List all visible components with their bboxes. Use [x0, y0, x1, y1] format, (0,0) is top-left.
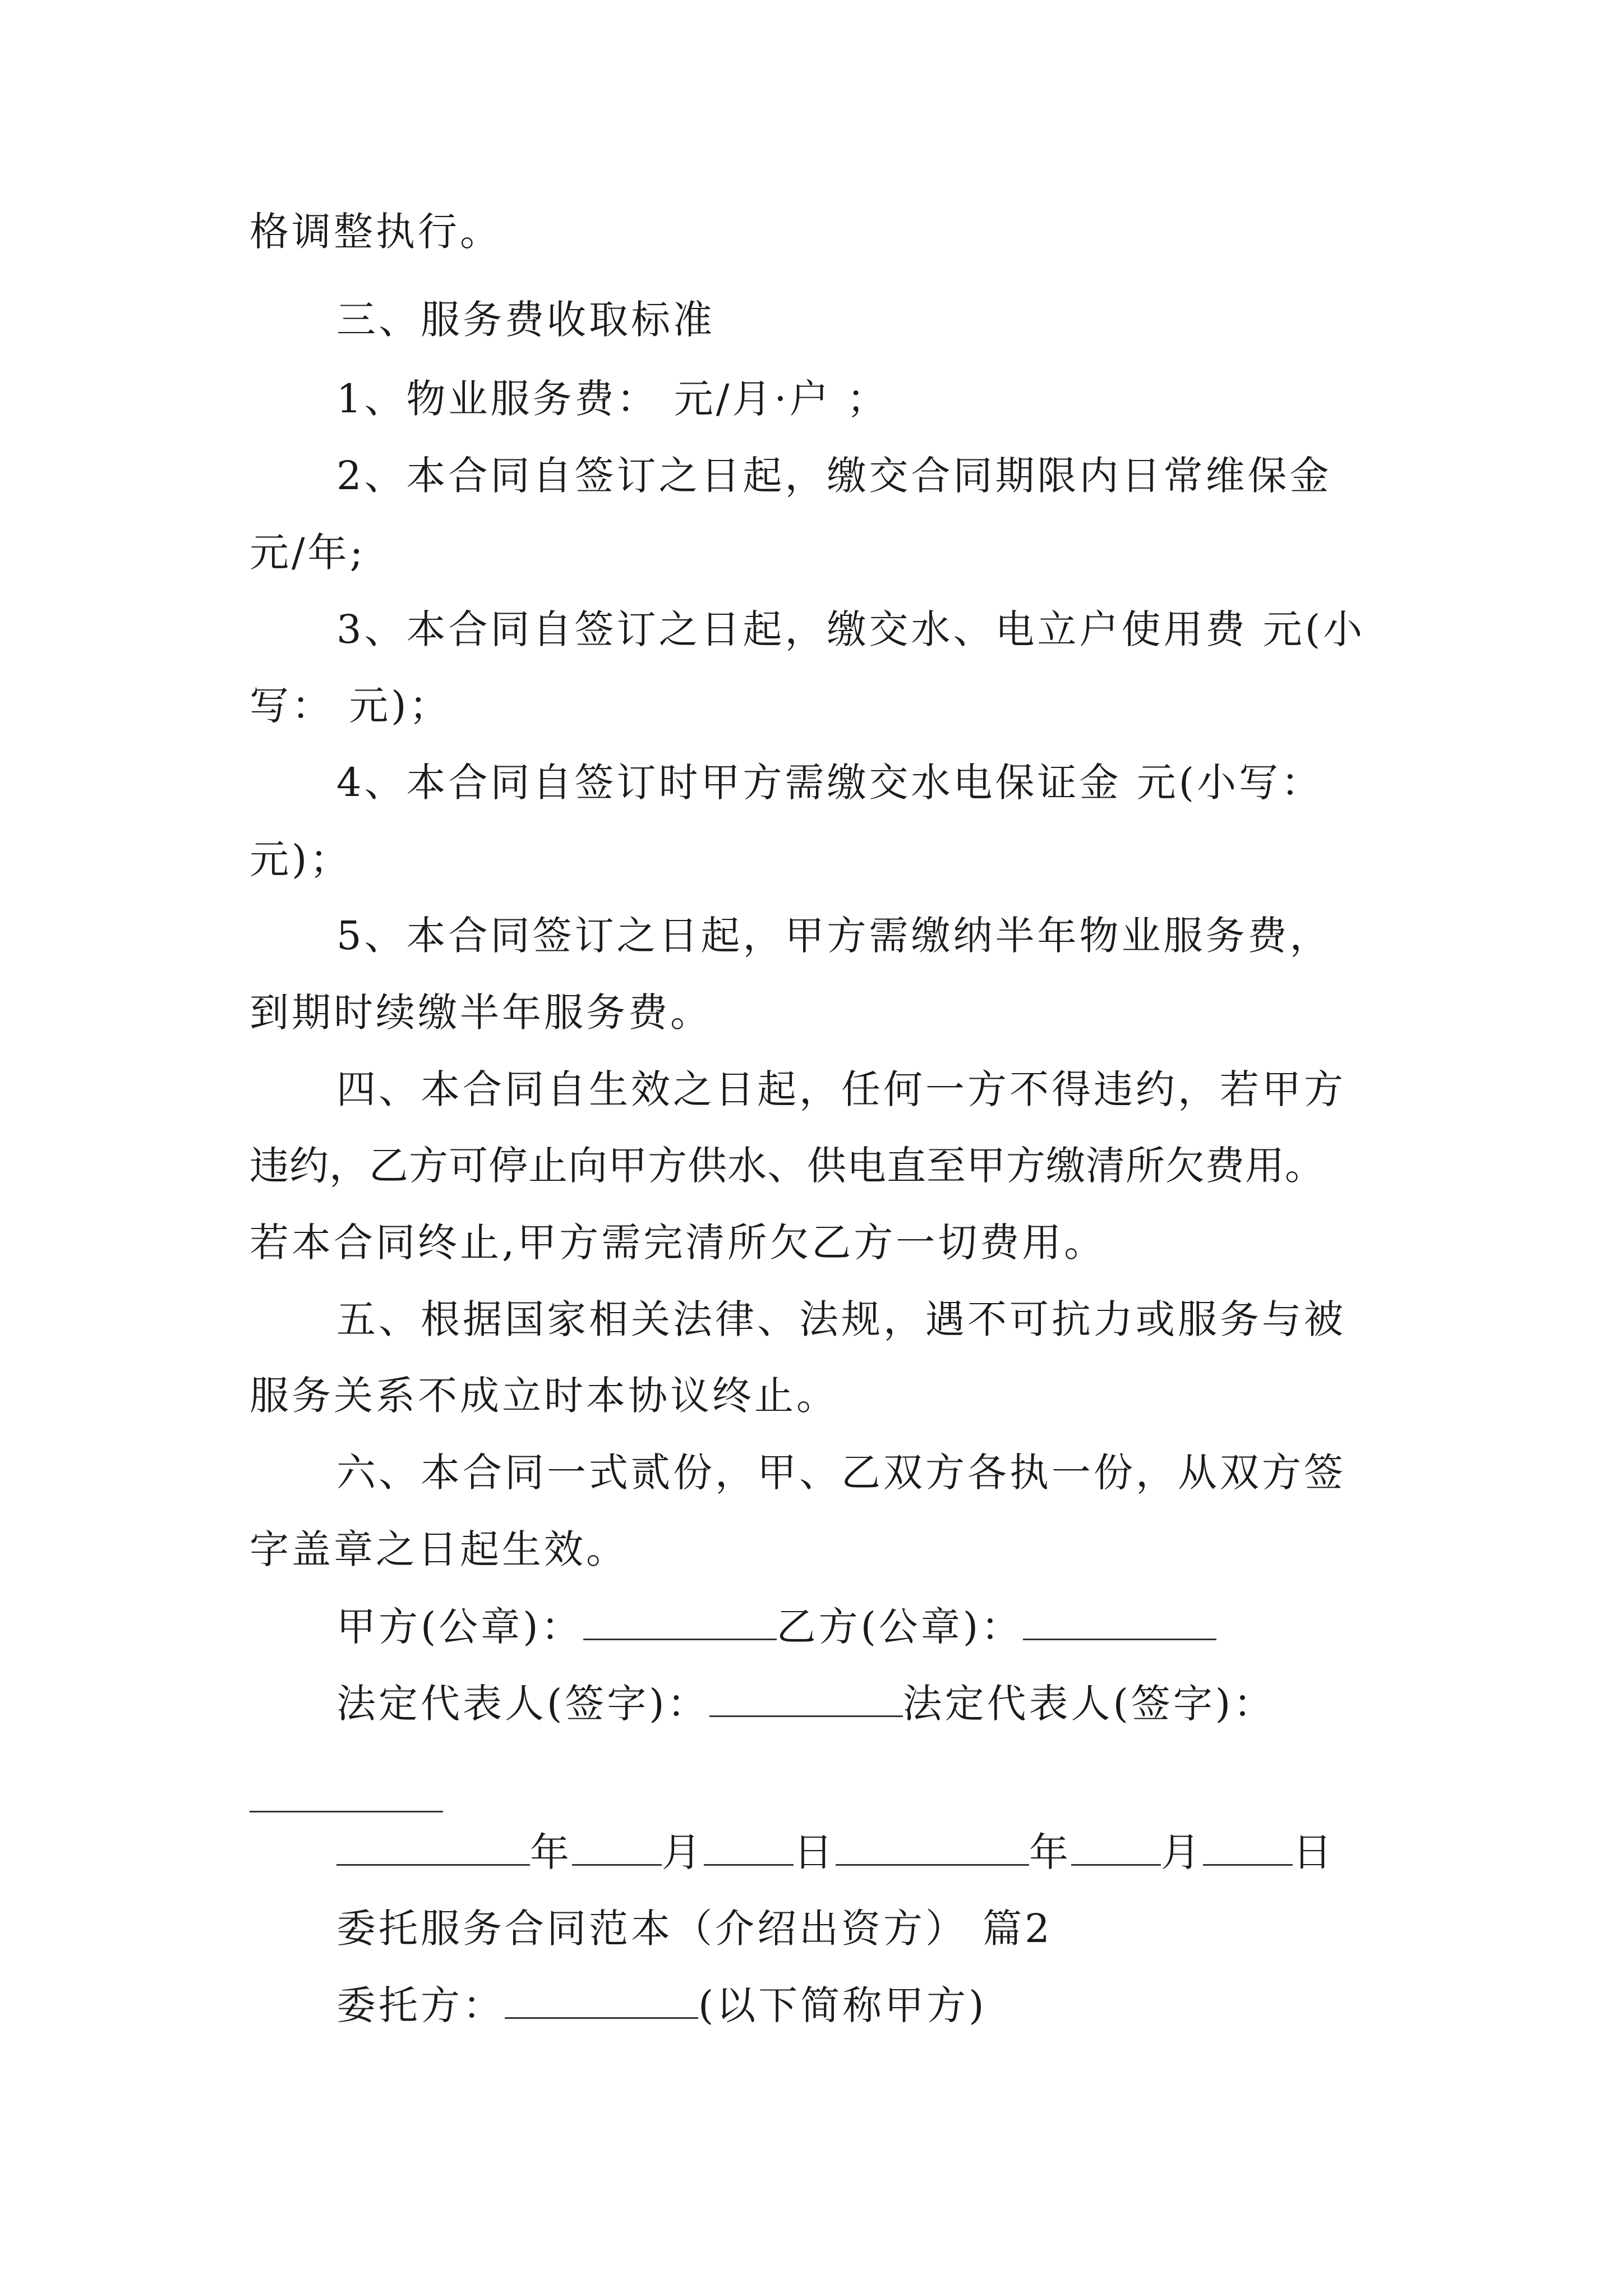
date-line [336, 1830, 1335, 1875]
paragraph-line: 四、本合同自生效之日起，任何一方不得违约，若甲方 [336, 1066, 1346, 1112]
paragraph-line: 写： 元)； [250, 683, 451, 729]
day-a-field[interactable] [704, 1832, 794, 1866]
representative-line [336, 1681, 1275, 1726]
paragraph-line: 若本合同终止,甲方需完清所欠乙方一切费用。 [250, 1220, 1106, 1266]
paragraph-line: 元)； [250, 836, 352, 882]
year-a-field[interactable] [336, 1832, 530, 1866]
paragraph-line: 1、物业服务费： 元/月·户 ； [336, 376, 889, 422]
day-b-field[interactable] [1203, 1832, 1293, 1866]
client-suffix: (以下简称甲方) [698, 1982, 987, 2028]
paragraph-line: 元/年; [250, 530, 366, 576]
rep-a-label: 法定代表人(签字)： [336, 1681, 709, 1727]
month-b-field[interactable] [1071, 1832, 1161, 1866]
section-heading: 三、服务费收取标准 [336, 297, 715, 343]
party-a-label: 甲方(公章)： [336, 1604, 583, 1650]
paragraph-line: 2、本合同自签订之日起，缴交合同期限内日常维保金 [336, 453, 1332, 499]
party-a-seal-field[interactable] [583, 1606, 777, 1640]
client-line [336, 1983, 987, 2028]
rep-b-signature-field[interactable] [250, 1811, 443, 1812]
rep-b-label: 法定代表人(签字)： [902, 1681, 1276, 1727]
paragraph-line: 到期时续缴半年服务费。 [250, 990, 712, 1036]
paragraph-line: 五、根据国家相关法律、法规，遇不可抗力或服务与被 [336, 1296, 1346, 1342]
paragraph-line: 格调整执行。 [250, 209, 502, 255]
section-title: 委托服务合同范本（介绍出资方） 篇2 [336, 1906, 1053, 1952]
paragraph-line: 字盖章之日起生效。 [250, 1526, 628, 1572]
year-label: 年 [530, 1829, 572, 1875]
client-label: 委托方： [336, 1982, 505, 2028]
day-label: 日 [794, 1829, 836, 1875]
year-label: 年 [1029, 1829, 1071, 1875]
party-b-seal-field[interactable] [1023, 1606, 1216, 1640]
seal-line [336, 1604, 1216, 1649]
year-b-field[interactable] [836, 1832, 1029, 1866]
party-b-label: 乙方(公章)： [776, 1604, 1023, 1650]
month-label: 月 [1161, 1829, 1203, 1875]
paragraph-line: 六、本合同一式贰份，甲、乙双方各执一份，从双方签 [336, 1450, 1346, 1496]
paragraph-line: 违约，乙方可停止向甲方供水、供电直至甲方缴清所欠费用。 [250, 1143, 1325, 1189]
paragraph-line: 3、本合同自签订之日起，缴交水、电立户使用费 元(小 [336, 606, 1366, 652]
rep-a-signature-field[interactable] [709, 1683, 903, 1717]
month-label: 月 [662, 1829, 704, 1875]
paragraph-line: 4、本合同自签订时甲方需缴交水电保证金 元(小写： [336, 760, 1324, 806]
month-a-field[interactable] [572, 1832, 662, 1866]
day-label: 日 [1293, 1829, 1335, 1875]
paragraph-line: 服务关系不成立时本协议终止。 [250, 1373, 838, 1419]
client-name-field[interactable] [505, 1985, 698, 2019]
paragraph-line: 5、本合同签订之日起，甲方需缴纳半年物业服务费， [336, 913, 1332, 959]
